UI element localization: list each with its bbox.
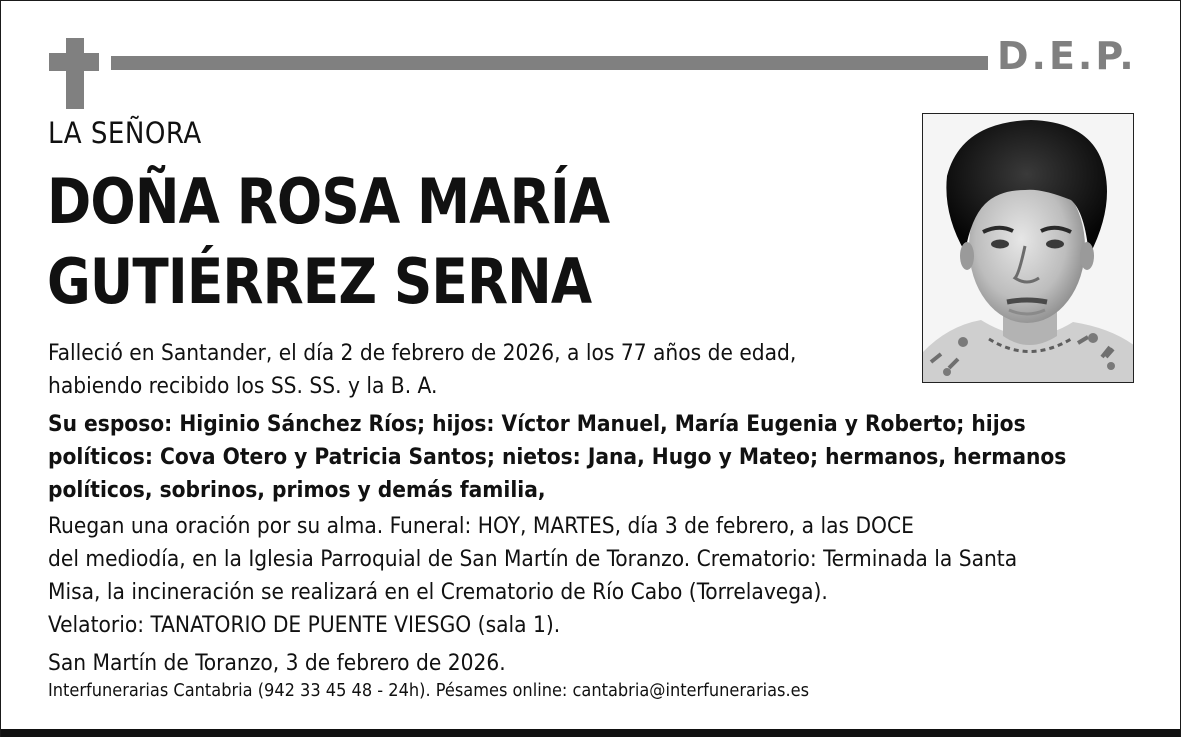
header-rule xyxy=(111,56,988,70)
text-line: Falleció en Santander, el día 2 de febrero de 2026, a los 77 años de edad, xyxy=(48,340,797,366)
deceased-name-line-1: DOÑA ROSA MARÍA xyxy=(47,165,610,238)
text-line: habiendo recibido los SS. SS. y la B. A. xyxy=(48,373,438,399)
funeral-home-contact: Interfunerarias Cantabria (942 33 45 48 - 24h). Pésames online: cantabria@interfunerarias.es xyxy=(48,680,810,701)
text-line: del mediodía, en la Iglesia Parroquial de San Martín de Toranzo. Crematorio: Terminada la Santa xyxy=(48,546,1018,572)
text-line: políticos, sobrinos, primos y demás familia, xyxy=(48,477,546,503)
bottom-rule xyxy=(1,729,1180,737)
text-line: Misa, la incineración se realizará en el Crematorio de Río Cabo (Torrelavega). xyxy=(48,579,828,605)
text-line: Ruegan una oración por su alma. Funeral: HOY, MARTES, día 3 de febrero, a las DOCE xyxy=(48,513,914,539)
text-line: Su esposo: Higinio Sánchez Ríos; hijos: Víctor Manuel, María Eugenia y Roberto; hijos xyxy=(48,411,1026,437)
family-members xyxy=(48,408,1066,507)
dep-label: D.E.P. xyxy=(997,34,1137,78)
deceased-name-line-2: GUTIÉRREZ SERNA xyxy=(47,245,592,318)
death-announcement xyxy=(48,337,796,403)
text-line: políticos: Cova Otero y Patricia Santos; nietos: Jana, Hugo y Mateo; hermanos, hermanos xyxy=(48,444,1067,470)
text-line: Velatorio: TANATORIO DE PUENTE VIESGO (sala 1). xyxy=(48,612,561,638)
portrait-photo xyxy=(922,113,1134,383)
place-and-date: San Martín de Toranzo, 3 de febrero de 2026. xyxy=(48,650,506,676)
salutation: LA SEÑORA xyxy=(48,116,202,150)
ceremony-details xyxy=(48,510,1017,642)
